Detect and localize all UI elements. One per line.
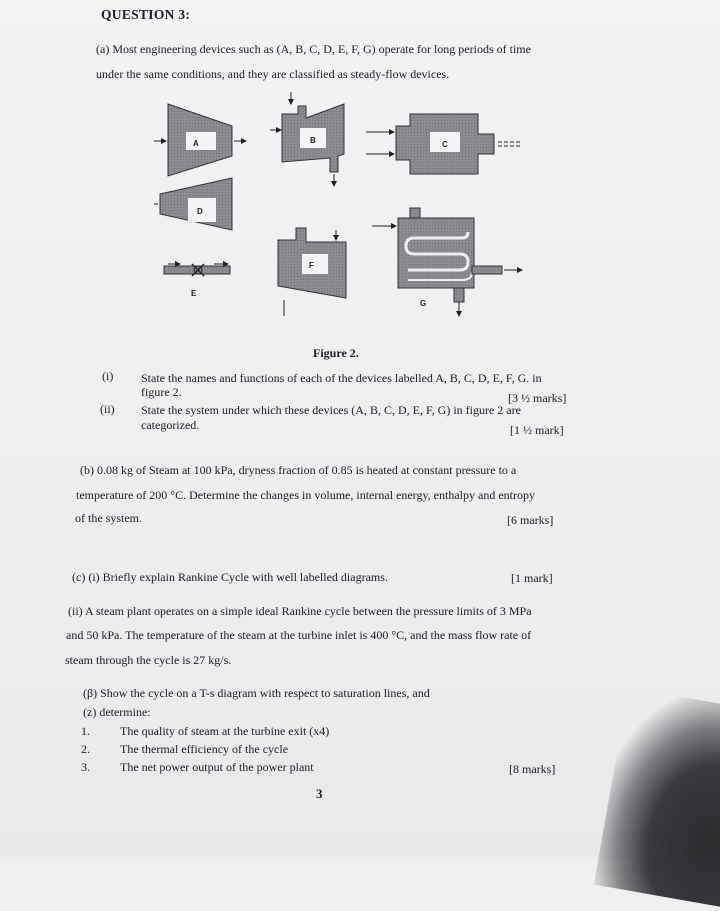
figure-caption: Figure 2. xyxy=(313,346,359,360)
device-b-turbine xyxy=(270,92,344,186)
part-c-marks: [8 marks] xyxy=(509,762,556,776)
label-b: B xyxy=(310,136,316,145)
page-number: 3 xyxy=(316,786,323,801)
list-num-3: 3. xyxy=(81,760,90,774)
part-c-zeta: (z) determine: xyxy=(83,705,151,719)
part-b-line2: temperature of 200 °C. Determine the changes in volume, internal energy, enthalpy and entropy xyxy=(76,488,535,502)
part-c-ii-line3: steam through the cycle is 27 kg/s. xyxy=(65,653,232,667)
item-ii-number: (ii) xyxy=(100,402,115,416)
list-text-1: The quality of steam at the turbine exit (x4) xyxy=(120,724,330,738)
part-c-ii-line2: and 50 kPa. The temperature of the steam at the turbine inlet is 400 °C, and the mass flow rate of xyxy=(66,628,532,642)
label-e: E xyxy=(191,289,197,298)
part-c-i-line: (c) (i) Briefly explain Rankine Cycle with well labelled diagrams. xyxy=(72,570,388,584)
device-d-diffuser xyxy=(154,178,232,230)
item-ii-line1: State the system under which these devices (A, B, C, D, E, F, G) in figure 2 are xyxy=(141,403,521,417)
label-d: D xyxy=(197,207,203,216)
device-a-nozzle xyxy=(154,104,246,176)
label-c: C xyxy=(442,140,448,149)
part-b-marks: [6 marks] xyxy=(507,513,554,527)
part-b-line3: of the system. xyxy=(75,511,142,525)
part-a-intro-line2: under the same conditions, and they are classified as steady-flow devices. xyxy=(96,67,450,81)
item-i-marks: [3 ½ marks] xyxy=(508,391,567,405)
part-c-i-marks: [1 mark] xyxy=(511,571,553,585)
part-a-intro-line1: (a) Most engineering devices such as (A, B, C, D, E, F, G) operate for long periods of time xyxy=(96,42,531,56)
item-ii-marks: [1 ½ mark] xyxy=(510,423,564,437)
item-i-line2: figure 2. xyxy=(141,385,182,399)
list-text-2: The thermal efficiency of the cycle xyxy=(120,742,289,756)
label-a: A xyxy=(193,139,199,148)
figure-2-devices xyxy=(150,90,550,330)
label-f: F xyxy=(309,261,314,270)
device-g-heat-exchanger xyxy=(372,208,522,316)
label-g: G xyxy=(420,299,427,308)
item-i-line1: State the names and functions of each of the devices labelled A, B, C, D, E, F, G. in xyxy=(141,371,542,385)
item-i-number: (i) xyxy=(102,369,114,383)
part-b-line1: (b) 0.08 kg of Steam at 100 kPa, dryness fraction of 0.85 is heated at constant pressure to a xyxy=(80,463,517,477)
list-num-2: 2. xyxy=(81,742,90,756)
question-heading: QUESTION 3: xyxy=(101,7,191,22)
list-text-3: The net power output of the power plant xyxy=(120,760,314,774)
device-c-heat-exchanger xyxy=(366,114,522,174)
part-c-ii-line1: (ii) A steam plant operates on a simple ideal Rankine cycle between the pressure limits of 3 MPa xyxy=(68,604,532,618)
device-f-turbine xyxy=(278,228,346,316)
photo-shadow xyxy=(594,687,720,910)
device-e-throttle-valve xyxy=(164,264,230,298)
list-num-1: 1. xyxy=(81,724,90,738)
part-c-beta: (β) Show the cycle on a T-s diagram with respect to saturation lines, and xyxy=(83,686,430,700)
item-ii-line2: categorized. xyxy=(141,418,200,432)
